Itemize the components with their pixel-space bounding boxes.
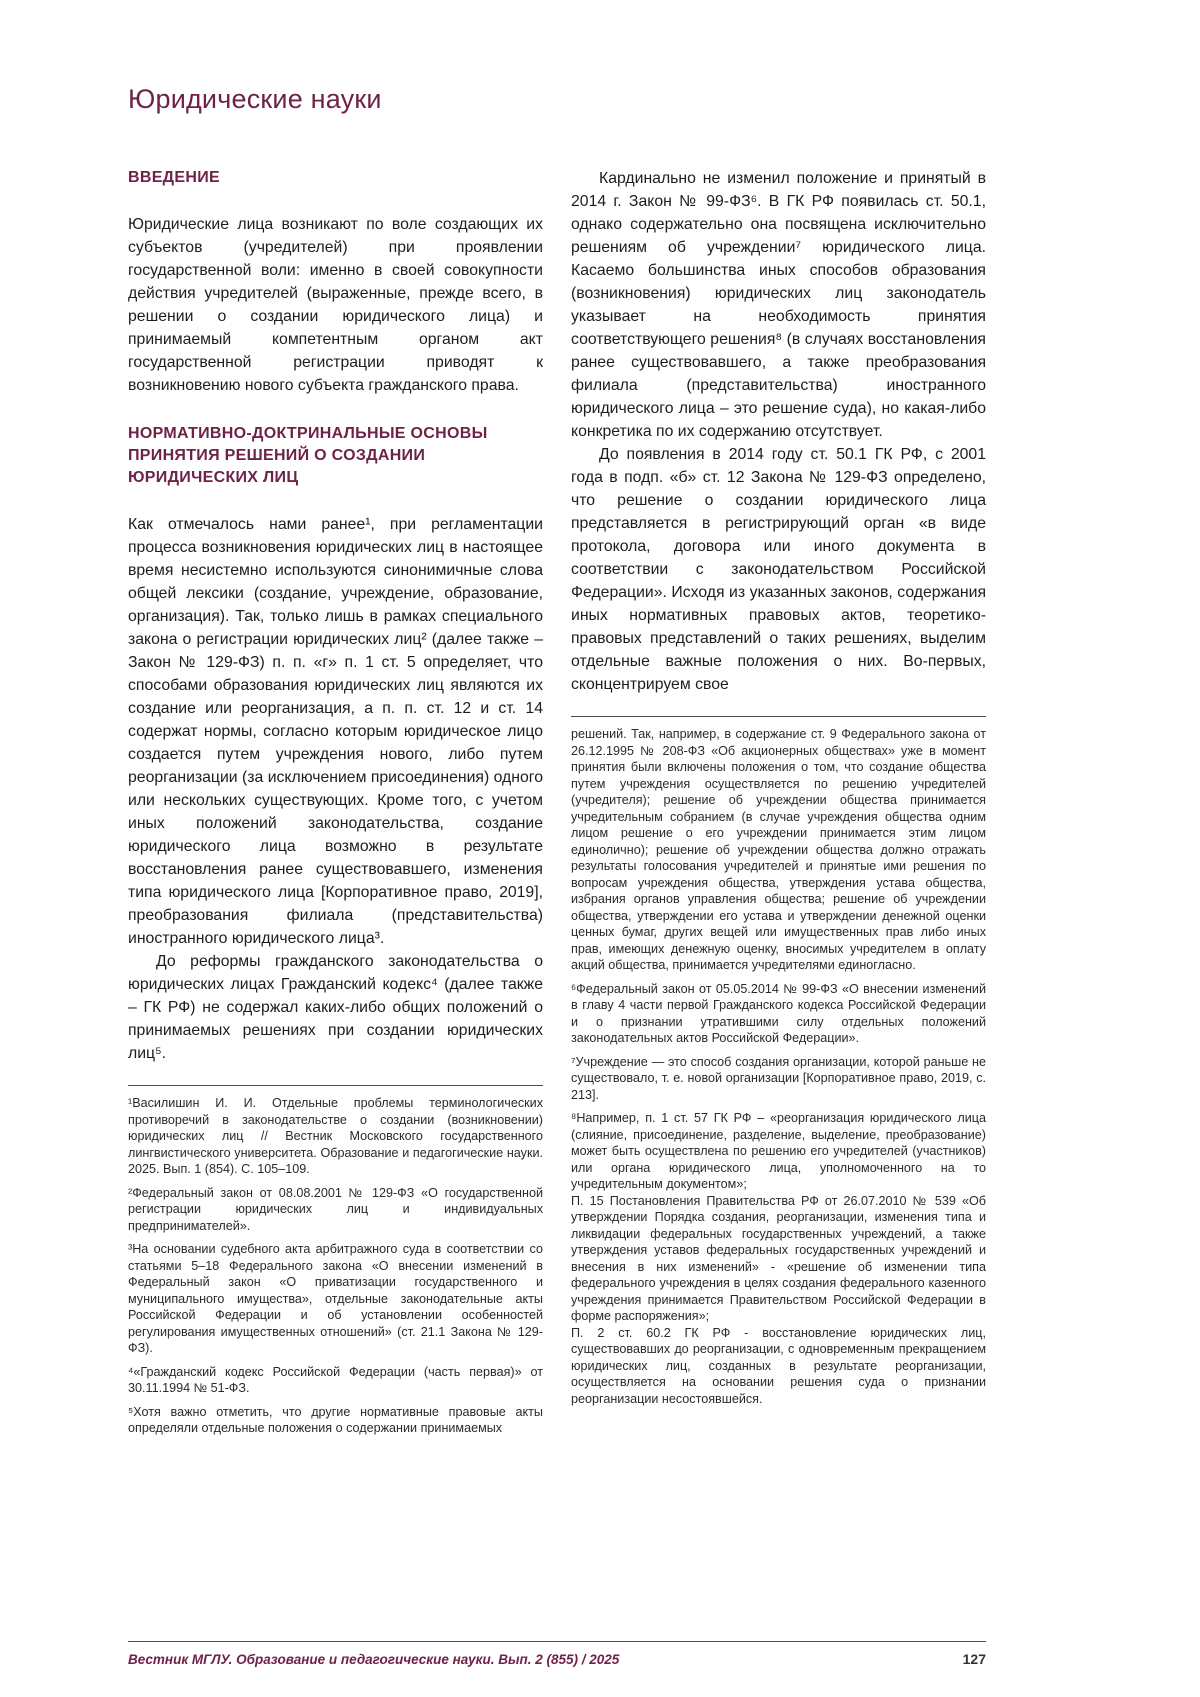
footnote-separator: [571, 716, 986, 717]
footnote-6: ⁶Федеральный закон от 05.05.2014 № 99-ФЗ «О внесении изменений в главу 4 части первой Гражданского кодекса Российской Федерации и о признании утратившими силу отдельных положений законодательных актов Российской Федерации».: [571, 981, 986, 1045]
page-title: Юридические науки: [128, 84, 382, 114]
footnote-2: ²Федеральный закон от 08.08.2001 № 129-ФЗ «О государственной регистрации юридических лиц и индивидуальных предпринимателей».: [128, 1185, 543, 1233]
footnote-8-part-2: П. 15 Постановления Правительства РФ от 26.07.2010 № 539 «Об утверждении Порядка создания, реорганизации, изменения типа и ликвидации федеральных государственных учреждений, а также утверждения уставов федеральных государственных учреждений и внесения в них изменений» - «решение об изменении типа федерального учреждения в целях создания федерального казенного учреждения принимается Правительством Российской Федерации в форме распоряжения»;: [571, 1193, 986, 1323]
body-paragraph: До появления в 2014 году ст. 50.1 ГК РФ, с 2001 года в подп. «б» ст. 12 Закона № 129-ФЗ определено, что решение о создании юридического лица представляется в регистрирующий орган «в виде протокола, договора или иного документа в соответствии с законодательством Российской Федерации». Исходя из указанных законов, содержания иных нормативных правовых актов, теоретико-правовых представлений о таких решениях, выделим отдельные важные положения о них. Во-первых, сконцентрируем свое: [571, 446, 986, 693]
footnotes-right: [571, 716, 986, 1407]
journal-title: Вестник МГЛУ. Образование и педагогические науки. Вып. 2 (855) / 2025: [128, 1652, 620, 1667]
section-heading-normative: НОРМАТИВНО-ДОКТРИНАЛЬНЫЕ ОСНОВЫ ПРИНЯТИЯ РЕШЕНИЙ О СОЗДАНИИ ЮРИДИЧЕСКИХ ЛИЦ: [128, 425, 488, 486]
body-paragraph: Как отмечалось нами ранее¹, при регламентации процесса возникновения юридических лиц в настоящее время несистемно используются синонимичные слова общей лексики (создание, учреждение, образование, организация). Так, только лишь в рамках специального закона о регистрации юридических лиц² (далее также – Закон № 129-ФЗ) п. п. «г» п. 1 ст. 5 определяет, что способами образования юридических лиц являются их создание или реорганизация, а п. п. ст. 12 и ст. 14 содержат нормы, согласно которым юридическое лицо создается путем учреждения нового, либо путем реорганизации (за исключением присоединения) одного или нескольких существующих. Кроме того, с учетом иных положений законодательства, создание юридического лица возможно в результате восстановления ранее существовавшего, изменения типа юридического лица [Корпоративное право, 2019], преобразования филиала (представительства) иностранного юридического лица³.: [128, 516, 543, 947]
body-paragraph: Кардинально не изменил положение и принятый в 2014 г. Закон № 99-ФЗ⁶. В ГК РФ появилась ст. 50.1, однако содержательно она посвящена исключительно решениям об учреждении⁷ юридического лица. Касаемо большинства иных способов образования (возникновения) юридических лиц законодатель указывает на необходимость принятия соответствующего решения⁸ (в случаях восстановления ранее существовавшего, а также преобразования филиала (представительства) иностранного юридического лица – это решение суда), но какая-либо конкретика по их содержанию отсутствует.: [571, 170, 986, 440]
footnote-8-part-3: П. 2 ст. 60.2 ГК РФ - восстановление юридических лиц, существовавших до реорганизации, с одновременным прекращением юридических лиц, созданных в результате реорганизации, осуществляется на основании решения суда о признании реорганизации несостоявшейся.: [571, 1325, 986, 1406]
body-paragraph: Юридические лица возникают по воле создающих их субъектов (учредителей) при проявлении государственной воли: именно в своей совокупности действия учредителей (выраженные, прежде всего, в решении о создании юридического лица) и принимаемый компетентным органом акт государственной регистрации приводят к возникновению нового субъекта гражданского права.: [128, 216, 543, 394]
left-column: [128, 167, 543, 1437]
footnote-1: ¹Василишин И. И. Отдельные проблемы терминологических противоречий в законодательстве о создании (возникновении) юридических лиц // Вестник Московского государственного лингвистического университета. Образование и педагогические науки. 2025. Вып. 1 (854). С. 105–109.: [128, 1096, 543, 1176]
page-number: 127: [962, 1651, 986, 1667]
footnote-separator: [128, 1085, 543, 1086]
page-footer: [128, 1641, 986, 1667]
footnote-4: ⁴«Гражданский кодекс Российской Федерации (часть первая)» от 30.11.1994 № 51-ФЗ.: [128, 1364, 543, 1395]
footnote-5: ⁵Хотя важно отметить, что другие нормативные правовые акты определяли отдельные положения о содержании принимаемых: [128, 1404, 543, 1435]
footnote-3: ³На основании судебного акта арбитражного суда в соответствии со статьями 5–18 Федерального закона «О внесении изменений в Федеральный закон «О приватизации государственного и муниципального имущества», отдельные законодательные акты Российской Федерации и об установлении особенностей регулирования имущественных отношений» (ст. 21.1 Закона № 129-ФЗ).: [128, 1242, 543, 1355]
footnote-8: ⁸Например, п. 1 ст. 57 ГК РФ – «реорганизация юридического лица (слияние, присоединение, разделение, выделение, преобразование) может быть осуществлена по решению его учредителей (участников) или органа юридического лица, уполномоченного на то учредительным документом»;: [571, 1111, 986, 1191]
two-column-layout: [128, 167, 986, 1437]
footnote-5-continuation: решений. Так, например, в содержание ст. 9 Федерального закона от 26.12.1995 № 208-ФЗ «Об акционерных обществах» уже в момент принятия были включены положения о том, что создание общества путем учреждения осуществляется по решению учредителей (учредителя); решение об учреждении общества принимается учредительным собранием (в случае учреждения общества одним лицом решение о его учреждении принимается этим лицом единолично); решение об учреждении общества должно отражать результаты голосования учредителей и принятые ими решения по вопросам учреждения общества, утверждения устава общества, избрания органов управления общества; решение об учреждении общества, утверждении его устава и утверждении денежной оценки ценных бумаг, других вещей или имущественных прав либо иных прав, имеющих денежную оценку, вносимых учредителем в оплату акций общества, принимается учредителями единогласно.: [571, 727, 986, 972]
body-paragraph: До реформы гражданского законодательства о юридических лицах Гражданский кодекс⁴ (далее также – ГК РФ) не содержал каких-либо общих положений о принимаемых решениях при создании юридических лиц⁵.: [128, 953, 543, 1062]
section-heading-introduction: ВВЕДЕНИЕ: [128, 169, 220, 186]
footnotes-left: [128, 1085, 543, 1437]
footnote-7: ⁷Учреждение — это способ создания организации, которой раньше не существовало, т. е. новой организации [Корпоративное право, 2019, с. 213].: [571, 1054, 986, 1102]
right-column: [571, 167, 986, 1437]
